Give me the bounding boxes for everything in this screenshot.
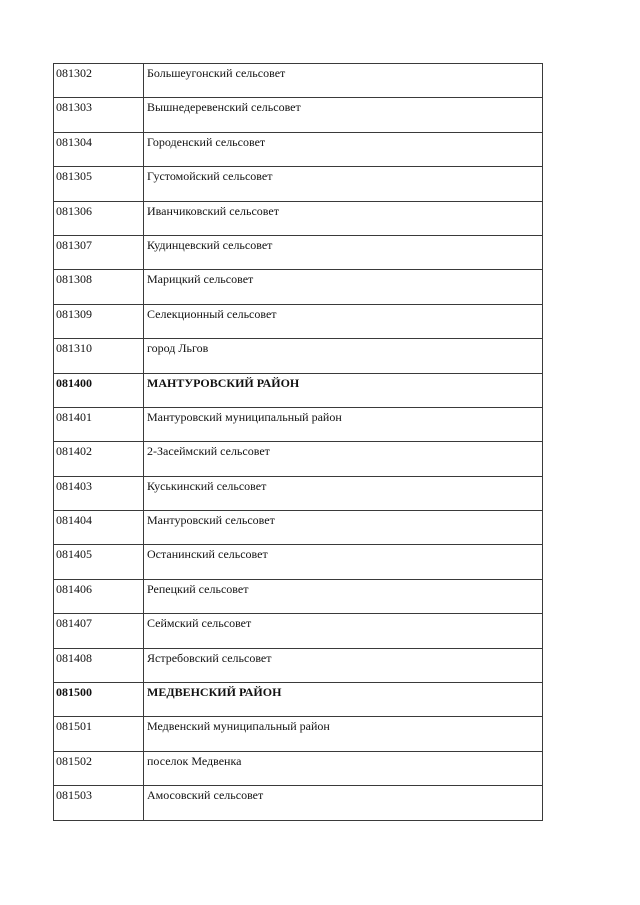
row-name: Селекционный сельсовет: [144, 304, 543, 338]
table-row: [54, 442, 543, 476]
row-code: 081402: [54, 442, 144, 476]
row-name: Иванчиковский сельсовет: [144, 201, 543, 235]
row-code: 081500: [54, 683, 144, 717]
row-name: Репецкий сельсовет: [144, 579, 543, 613]
row-name: Куськинский сельсовет: [144, 476, 543, 510]
row-name: МАНТУРОВСКИЙ РАЙОН: [144, 373, 543, 407]
table-row: [54, 407, 543, 441]
table-row: [54, 201, 543, 235]
row-code: 081308: [54, 270, 144, 304]
table-row: [54, 786, 543, 820]
row-code: 081309: [54, 304, 144, 338]
row-code: 081501: [54, 717, 144, 751]
table-row: [54, 545, 543, 579]
table-row: [54, 751, 543, 785]
row-code: 081503: [54, 786, 144, 820]
row-name: Амосовский сельсовет: [144, 786, 543, 820]
table-row: [54, 167, 543, 201]
row-name: МЕДВЕНСКИЙ РАЙОН: [144, 683, 543, 717]
table-row: [54, 304, 543, 338]
row-code: 081401: [54, 407, 144, 441]
row-name: город Льгов: [144, 339, 543, 373]
table-row: [54, 579, 543, 613]
row-code: 081406: [54, 579, 144, 613]
row-code: 081400: [54, 373, 144, 407]
row-name: Сеймский сельсовет: [144, 614, 543, 648]
row-name: Вышнедеревенский сельсовет: [144, 98, 543, 132]
row-name: Мантуровский муниципальный район: [144, 407, 543, 441]
row-code: 081407: [54, 614, 144, 648]
row-code: 081403: [54, 476, 144, 510]
row-code: 081302: [54, 64, 144, 98]
row-name: Мантуровский сельсовет: [144, 511, 543, 545]
table-row: [54, 614, 543, 648]
table-row: [54, 683, 543, 717]
row-name: Кудинцевский сельсовет: [144, 235, 543, 269]
row-name: Густомойский сельсовет: [144, 167, 543, 201]
row-name: Останинский сельсовет: [144, 545, 543, 579]
table-row: [54, 132, 543, 166]
row-name: 2-Засеймский сельсовет: [144, 442, 543, 476]
table-row: [54, 476, 543, 510]
row-code: 081404: [54, 511, 144, 545]
row-code: 081502: [54, 751, 144, 785]
code-table-body: [54, 64, 543, 821]
table-row: [54, 98, 543, 132]
row-code: 081303: [54, 98, 144, 132]
code-table: [53, 63, 543, 821]
row-code: 081306: [54, 201, 144, 235]
row-name: Ястребовский сельсовет: [144, 648, 543, 682]
table-row: [54, 64, 543, 98]
table-row: [54, 339, 543, 373]
table-row: [54, 373, 543, 407]
row-code: 081310: [54, 339, 144, 373]
row-name: поселок Медвенка: [144, 751, 543, 785]
row-name: Медвенский муниципальный район: [144, 717, 543, 751]
row-name: Городенский сельсовет: [144, 132, 543, 166]
table-row: [54, 270, 543, 304]
table-row: [54, 511, 543, 545]
row-code: 081405: [54, 545, 144, 579]
row-name: Марицкий сельсовет: [144, 270, 543, 304]
table-row: [54, 648, 543, 682]
row-code: 081408: [54, 648, 144, 682]
row-code: 081307: [54, 235, 144, 269]
row-name: Большеугонский сельсовет: [144, 64, 543, 98]
row-code: 081305: [54, 167, 144, 201]
table-row: [54, 235, 543, 269]
table-row: [54, 717, 543, 751]
row-code: 081304: [54, 132, 144, 166]
